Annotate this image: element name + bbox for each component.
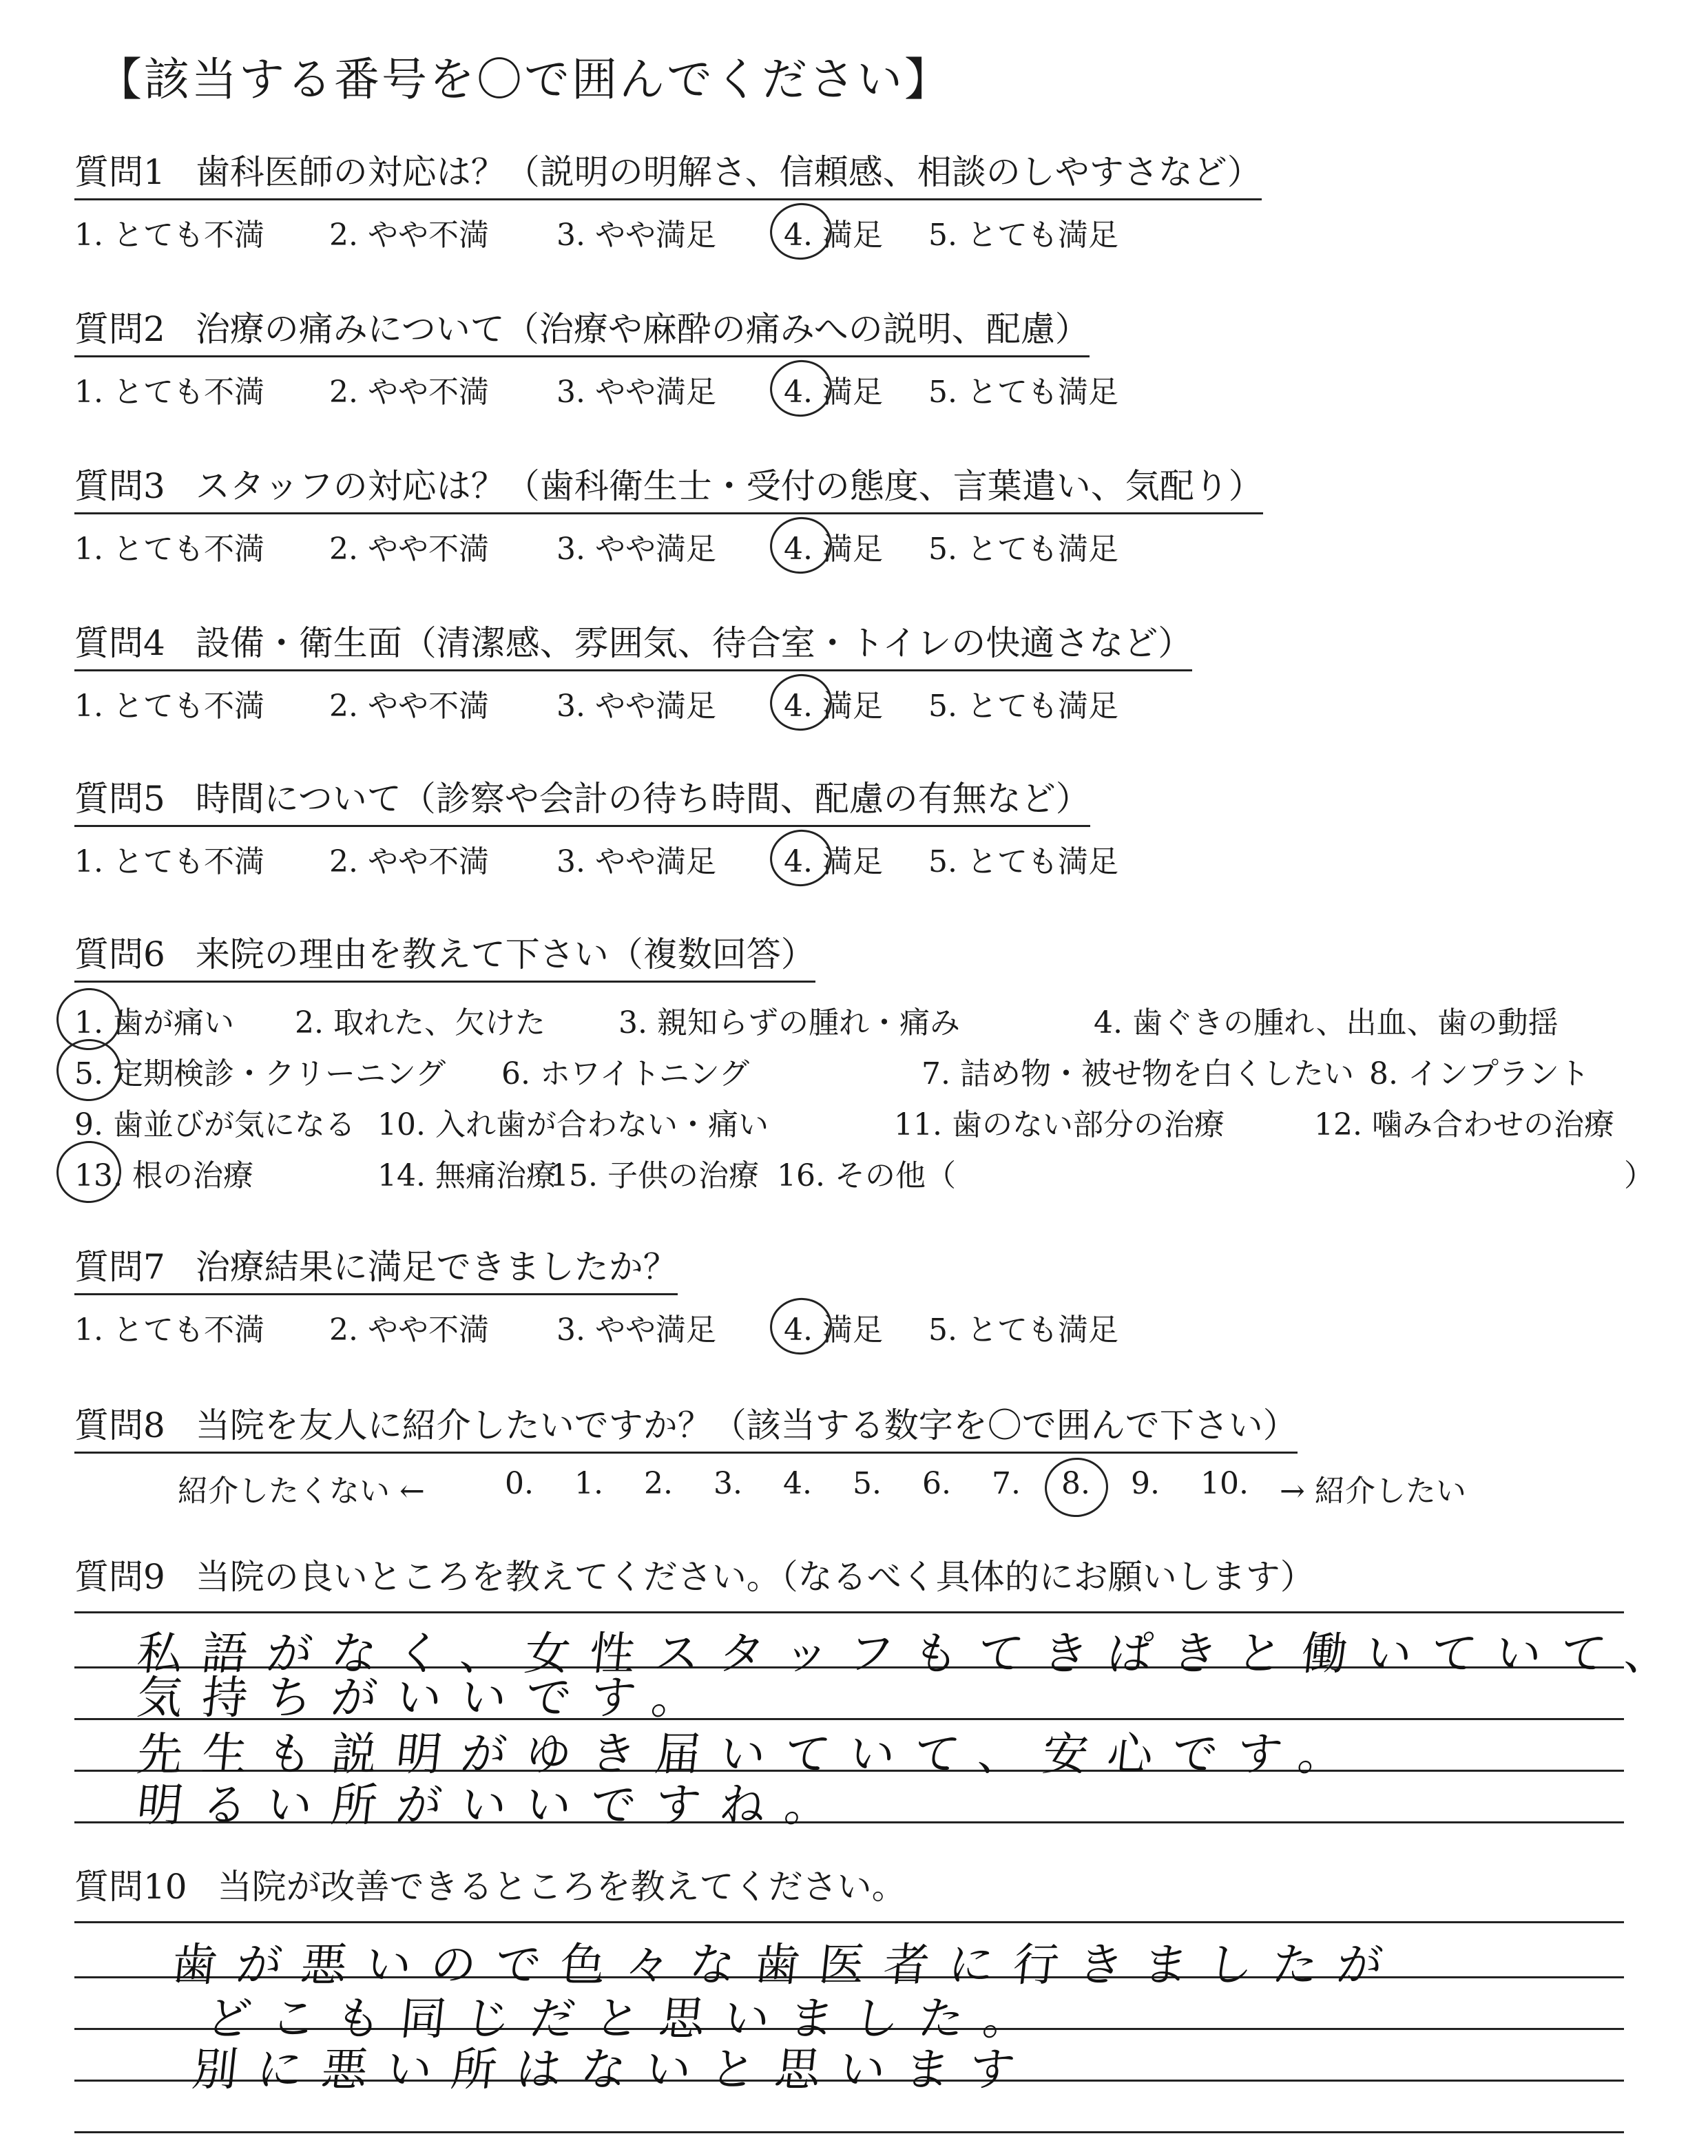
rating-option-5[interactable]: 5. とても満足 (928, 532, 1118, 567)
reason-row (74, 1094, 1614, 1145)
scale-option-8[interactable]: 8. (1061, 1466, 1090, 1501)
reason-option-7[interactable]: 7. 詰め物・被せ物を白くしたい (921, 1056, 1354, 1091)
question-1 (74, 145, 1262, 253)
question-number: 質問1 (74, 152, 165, 192)
rating-option-3[interactable]: 3. やや満足 (556, 532, 716, 567)
question-title: 治療の痛みについて（治療や麻酔の痛みへの説明、配慮） (195, 309, 1090, 349)
answer-line (74, 1611, 1624, 1613)
question-6 (74, 927, 1654, 1196)
handwritten-answer-line: 私語がなく、女性スタッフもてきぱきと働いていて、 (134, 1627, 1692, 1680)
reason-row (74, 992, 1559, 1043)
reason-option-1[interactable]: 1. 歯が痛い (74, 998, 234, 1042)
question-number: 質問10 (74, 1867, 187, 1907)
question-2 (74, 302, 1118, 410)
answer-line (74, 2131, 1624, 2133)
question-title: 当院が改善できるところを教えてください。 (217, 1867, 906, 1907)
reason-option-5[interactable]: 5. 定期検診・クリーニング (74, 1049, 446, 1093)
reason-option-8[interactable]: 8. インプラント (1369, 1056, 1590, 1091)
handwritten-answer-line: 先生も説明がゆき届いていて、安心です。 (134, 1728, 1366, 1781)
rating-option-4[interactable]: 4. 満足 (784, 837, 883, 881)
reason-option-14[interactable]: 14. 無痛治療 (377, 1158, 556, 1193)
question-10 (74, 1859, 906, 1909)
question-7 (74, 1239, 1118, 1348)
question-title: 設備・衛生面（清潔感、雰囲気、待合室・トイレの快適さなど） (195, 623, 1193, 663)
scale-option-4[interactable]: 4. (783, 1466, 812, 1501)
handwritten-answer-line: 歯が悪いので色々な歯医者に行きましたが (169, 1938, 1405, 1991)
answer-line (74, 1921, 1624, 1923)
scale-option-0[interactable]: 0. (505, 1466, 534, 1501)
rating-option-1[interactable]: 1. とても不満 (74, 218, 264, 253)
reason-option-6[interactable]: 6. ホワイトニング (501, 1056, 750, 1091)
reason-option-3[interactable]: 3. 親知らずの腫れ・痛み (618, 1005, 960, 1040)
rating-option-2[interactable]: 2. やや不満 (329, 218, 489, 253)
rating-option-4[interactable]: 4. 満足 (784, 210, 883, 254)
question-number: 質問6 (74, 934, 165, 974)
rating-option-2[interactable]: 2. やや不満 (329, 375, 489, 410)
question-3 (74, 459, 1263, 567)
rating-options (74, 681, 1192, 724)
rating-option-4[interactable]: 4. 満足 (784, 367, 883, 411)
question-title: 時間について（診察や会計の待ち時間、配慮の有無など） (195, 779, 1090, 819)
reason-other-close: ） (1624, 1158, 1654, 1193)
rating-option-4[interactable]: 4. 満足 (784, 524, 883, 568)
question-number: 質問7 (74, 1247, 165, 1287)
scale-option-1[interactable]: 1. (574, 1466, 603, 1501)
reason-option-15[interactable]: 15. 子供の治療 (550, 1158, 759, 1193)
question-title: 当院の良いところを教えてください。（なるべく具体的にお願いします） (195, 1557, 1315, 1597)
question-number: 質問9 (74, 1557, 165, 1597)
reason-option-12[interactable]: 12. 噛み合わせの治療 (1314, 1107, 1614, 1142)
rating-option-5[interactable]: 5. とても満足 (928, 1312, 1118, 1348)
instruction-header: 【該当する番号を〇で囲んでください】 (96, 53, 952, 106)
scale-option-3[interactable]: 3. (714, 1466, 742, 1501)
rating-option-1[interactable]: 1. とても不満 (74, 1312, 264, 1348)
scale-option-9[interactable]: 9. (1131, 1466, 1160, 1501)
question-8 (74, 1398, 1466, 1509)
rating-option-2[interactable]: 2. やや不満 (329, 532, 489, 567)
rating-option-3[interactable]: 3. やや満足 (556, 1312, 716, 1348)
rating-options (74, 367, 1118, 410)
question-title: 治療結果に満足できましたか？ (195, 1247, 678, 1287)
reason-option-2[interactable]: 2. 取れた、欠けた (295, 1005, 545, 1040)
rating-option-4[interactable]: 4. 満足 (784, 681, 883, 725)
rating-option-5[interactable]: 5. とても満足 (928, 844, 1118, 879)
rating-options (74, 837, 1118, 879)
reason-option-11[interactable]: 11. 歯のない部分の治療 (894, 1107, 1225, 1142)
rating-option-5[interactable]: 5. とても満足 (928, 689, 1118, 724)
rating-option-2[interactable]: 2. やや不満 (329, 1312, 489, 1348)
rating-options (74, 524, 1263, 567)
question-number: 質問8 (74, 1405, 165, 1445)
question-9 (74, 1549, 1315, 1599)
handwritten-answer-line: 明るい所がいいですね。 (134, 1779, 853, 1832)
scale-option-2[interactable]: 2. (644, 1466, 673, 1501)
rating-option-1[interactable]: 1. とても不満 (74, 375, 264, 410)
scale-option-10[interactable]: 10. (1200, 1466, 1249, 1501)
rating-option-1[interactable]: 1. とても不満 (74, 532, 264, 567)
handwritten-answer-line: 気持ちがいいです。 (134, 1671, 720, 1724)
question-title: 歯科医師の対応は？（説明の明解さ、信頼感、相談のしやすさなど） (195, 152, 1262, 192)
scale-option-6[interactable]: 6. (922, 1466, 951, 1501)
question-4 (74, 616, 1193, 724)
reason-option-9[interactable]: 9. 歯並びが気になる (74, 1107, 355, 1142)
question-number: 質問3 (74, 466, 165, 506)
reason-row (74, 1043, 1590, 1094)
rating-option-1[interactable]: 1. とても不満 (74, 689, 264, 724)
handwritten-answer-line: 別に悪い所はないと思います (189, 2043, 1037, 2096)
scale-left-label: 紹介したくない ← (178, 1474, 425, 1509)
reason-option-16[interactable]: 16. その他（ (777, 1158, 956, 1193)
question-title: スタッフの対応は？（歯科衛生士・受付の態度、言葉遣い、気配り） (195, 466, 1263, 506)
handwritten-answer-line: どこも同じだと思いました。 (203, 1992, 1051, 2045)
question-number: 質問2 (74, 309, 165, 349)
reason-options (74, 992, 1654, 1196)
rating-option-3[interactable]: 3. やや満足 (556, 375, 716, 410)
rating-option-3[interactable]: 3. やや満足 (556, 844, 716, 879)
rating-option-2[interactable]: 2. やや不満 (329, 844, 489, 879)
reason-option-4[interactable]: 4. 歯ぐきの腫れ、出血、歯の動揺 (1094, 1005, 1559, 1040)
rating-option-2[interactable]: 2. やや不満 (329, 689, 489, 724)
question-title: 当院を友人に紹介したいですか？（該当する数字を〇で囲んで下さい） (195, 1405, 1298, 1445)
rating-options (74, 1305, 1118, 1348)
reason-row (74, 1145, 1654, 1196)
question-title: 来院の理由を教えて下さい（複数回答） (195, 934, 815, 974)
rating-option-3[interactable]: 3. やや満足 (556, 689, 716, 724)
question-number: 質問5 (74, 779, 165, 819)
recommend-scale (74, 1466, 1466, 1509)
scale-option-7[interactable]: 7. (992, 1466, 1021, 1501)
question-5 (74, 771, 1118, 879)
rating-option-3[interactable]: 3. やや満足 (556, 218, 716, 253)
rating-options (74, 210, 1262, 253)
reason-option-10[interactable]: 10. 入れ歯が合わない・痛い (377, 1107, 769, 1142)
rating-option-5[interactable]: 5. とても満足 (928, 218, 1118, 253)
reason-option-13[interactable]: 13. 根の治療 (74, 1151, 253, 1195)
rating-option-1[interactable]: 1. とても不満 (74, 844, 264, 879)
question-number: 質問4 (74, 623, 165, 663)
scale-right-label: → 紹介したい (1280, 1474, 1466, 1509)
scale-option-5[interactable]: 5. (853, 1466, 882, 1501)
rating-option-4[interactable]: 4. 満足 (784, 1305, 883, 1349)
rating-option-5[interactable]: 5. とても満足 (928, 375, 1118, 410)
